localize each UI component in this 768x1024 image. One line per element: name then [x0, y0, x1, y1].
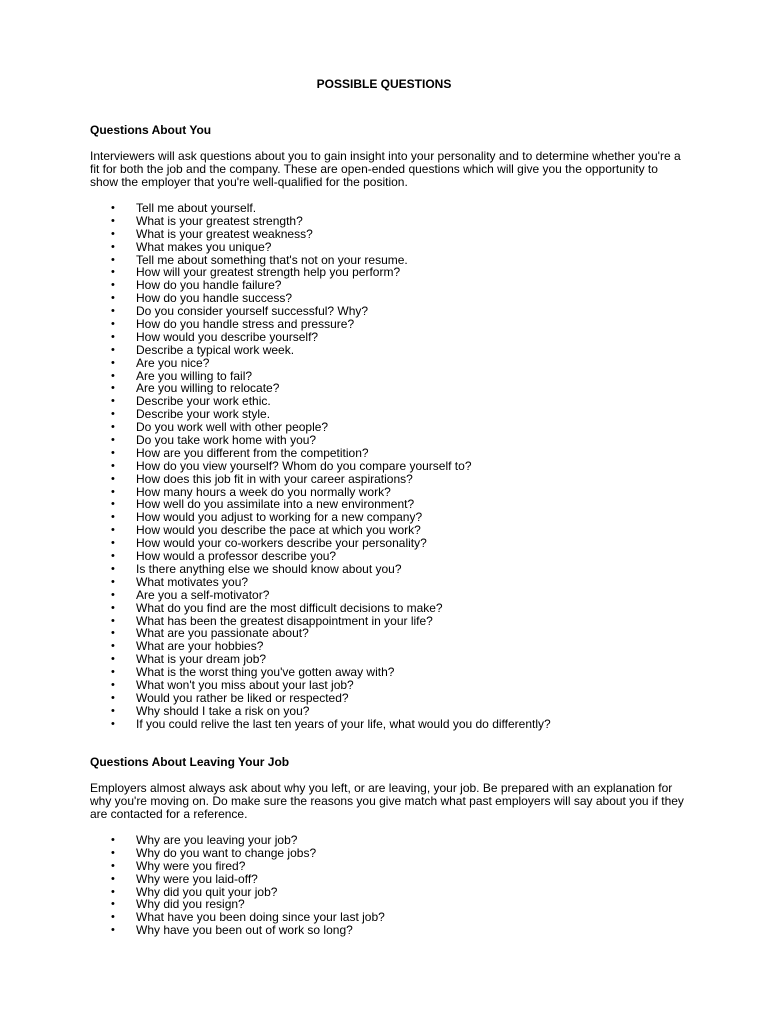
bullet-icon: •: [111, 627, 115, 640]
bullet-icon: •: [111, 253, 115, 266]
bullet-icon: •: [111, 459, 115, 472]
bullet-icon: •: [111, 859, 115, 872]
question-text: Describe your work ethic.: [136, 394, 271, 409]
question-text: Why have you been out of work so long?: [136, 923, 353, 938]
question-text: How do you handle stress and pressure?: [136, 317, 355, 332]
bullet-icon: •: [111, 266, 115, 279]
list-item: [90, 924, 690, 937]
section-heading: Questions About Leaving Your Job: [90, 755, 290, 769]
bullet-icon: •: [111, 666, 115, 679]
question-text: Why were you laid-off?: [136, 871, 258, 886]
question-text: How do you handle failure?: [136, 278, 282, 293]
bullet-icon: •: [111, 872, 115, 885]
bullet-icon: •: [111, 279, 115, 292]
bullet-icon: •: [111, 511, 115, 524]
bullet-icon: •: [111, 524, 115, 537]
bullet-icon: •: [111, 240, 115, 253]
question-text: What do you find are the most difficult decisions to make?: [136, 600, 443, 615]
question-text: What motivates you?: [136, 574, 249, 589]
bullet-icon: •: [111, 653, 115, 666]
bullet-icon: •: [111, 330, 115, 343]
question-text: Why are you leaving your job?: [136, 833, 298, 847]
question-text: Why did you resign?: [136, 897, 245, 912]
question-text: Why were you fired?: [136, 858, 246, 873]
question-text: Why did you quit your job?: [136, 884, 278, 899]
bullet-icon: •: [111, 537, 115, 550]
bullet-icon: •: [111, 305, 115, 318]
section-heading: Questions About You: [90, 123, 212, 137]
list-item: [90, 718, 690, 731]
bullet-icon: •: [111, 369, 115, 382]
bullet-icon: •: [111, 227, 115, 240]
question-text: What has been the greatest disappointment in your life?: [136, 613, 433, 628]
question-text: Are you willing to relocate?: [136, 381, 280, 396]
question-text: How does this job fit in with your career aspirations?: [136, 471, 413, 486]
question-text: Why do you want to change jobs?: [136, 845, 317, 860]
question-text: Are you a self-motivator?: [136, 587, 270, 602]
question-text: How would your co-workers describe your personality?: [136, 536, 427, 551]
bullet-icon: •: [111, 421, 115, 434]
question-text: What is the worst thing you've gotten away with?: [136, 665, 395, 680]
question-text: How well do you assimilate into a new environment?: [136, 497, 415, 512]
question-text: If you could relive the last ten years of your life, what would you do differently?: [136, 716, 551, 731]
bullet-icon: •: [111, 214, 115, 227]
question-text: What is your dream job?: [136, 652, 267, 667]
question-text: How do you view yourself? Whom do you compare yourself to?: [136, 458, 472, 473]
document-title: POSSIBLE QUESTIONS: [316, 77, 452, 91]
question-text: Tell me about something that's not on your resume.: [136, 252, 408, 267]
question-text: How are you different from the competition?: [136, 445, 369, 460]
question-text: What have you been doing since your last job?: [136, 910, 385, 925]
section-intro: Employers almost always ask about why you left, or are leaving, your job. Be prepared with an explanation for why you're moving on. Do make sure the reasons you give match what past employers will say about you if they are contacted for a reference.: [90, 781, 684, 821]
question-text: How will your greatest strength help you perform?: [136, 265, 401, 280]
question-list: [90, 202, 690, 731]
bullet-icon: •: [111, 911, 115, 924]
question-text: How do you handle success?: [136, 291, 293, 306]
bullet-icon: •: [111, 704, 115, 717]
bullet-icon: •: [111, 485, 115, 498]
question-text: What is your greatest strength?: [136, 213, 303, 228]
bullet-icon: •: [111, 678, 115, 691]
bullet-icon: •: [111, 550, 115, 563]
bullet-icon: •: [111, 498, 115, 511]
bullet-icon: •: [111, 614, 115, 627]
question-text: Describe a typical work week.: [136, 342, 295, 357]
bullet-icon: •: [111, 343, 115, 356]
question-text: Tell me about yourself.: [136, 201, 257, 215]
section-questions-about-leaving-your-job: [90, 755, 690, 937]
question-text: What are you passionate about?: [136, 626, 309, 641]
bullet-icon: •: [111, 446, 115, 459]
question-text: Do you work well with other people?: [136, 420, 329, 435]
bullet-icon: •: [111, 356, 115, 369]
bullet-icon: •: [111, 472, 115, 485]
question-text: What won't you miss about your last job?: [136, 677, 354, 692]
question-text: How would you describe yourself?: [136, 329, 319, 344]
bullet-icon: •: [111, 382, 115, 395]
question-list: [90, 834, 690, 937]
question-text: What makes you unique?: [136, 239, 272, 254]
bullet-icon: •: [111, 318, 115, 331]
question-text: What are your hobbies?: [136, 639, 264, 654]
question-text: How many hours a week do you normally work?: [136, 484, 391, 499]
bullet-icon: •: [111, 691, 115, 704]
bullet-icon: •: [111, 408, 115, 421]
bullet-icon: •: [111, 898, 115, 911]
bullet-icon: •: [111, 434, 115, 447]
section-intro: Interviewers will ask questions about you to gain insight into your personality and to determine whether you're a fit for both the job and the company. These are open-ended questions which will give you the opportunity to show the employer that you're well-qualified for the position.: [90, 149, 681, 189]
bullet-icon: •: [111, 562, 115, 575]
question-text: Do you consider yourself successful? Why?: [136, 304, 369, 319]
question-text: Are you willing to fail?: [136, 368, 253, 383]
question-text: Are you nice?: [136, 355, 210, 370]
bullet-icon: •: [111, 588, 115, 601]
question-text: How would you describe the pace at which you work?: [136, 523, 421, 538]
bullet-icon: •: [111, 924, 115, 937]
question-text: Would you rather be liked or respected?: [136, 690, 349, 705]
question-text: Is there anything else we should know about you?: [136, 561, 402, 576]
bullet-icon: •: [111, 717, 115, 730]
question-text: What is your greatest weakness?: [136, 226, 313, 241]
bullet-icon: •: [111, 846, 115, 859]
bullet-icon: •: [111, 575, 115, 588]
bullet-icon: •: [111, 292, 115, 305]
question-text: Describe your work style.: [136, 407, 271, 422]
question-text: Why should I take a risk on you?: [136, 703, 310, 718]
question-text: Do you take work home with you?: [136, 433, 317, 448]
bullet-icon: •: [111, 640, 115, 653]
bullet-icon: •: [111, 601, 115, 614]
question-text: How would a professor describe you?: [136, 549, 337, 564]
bullet-icon: •: [111, 202, 115, 214]
question-text: How would you adjust to working for a new company?: [136, 510, 423, 525]
section-questions-about-you: [90, 123, 690, 731]
bullet-icon: •: [111, 885, 115, 898]
bullet-icon: •: [111, 834, 115, 846]
bullet-icon: •: [111, 395, 115, 408]
